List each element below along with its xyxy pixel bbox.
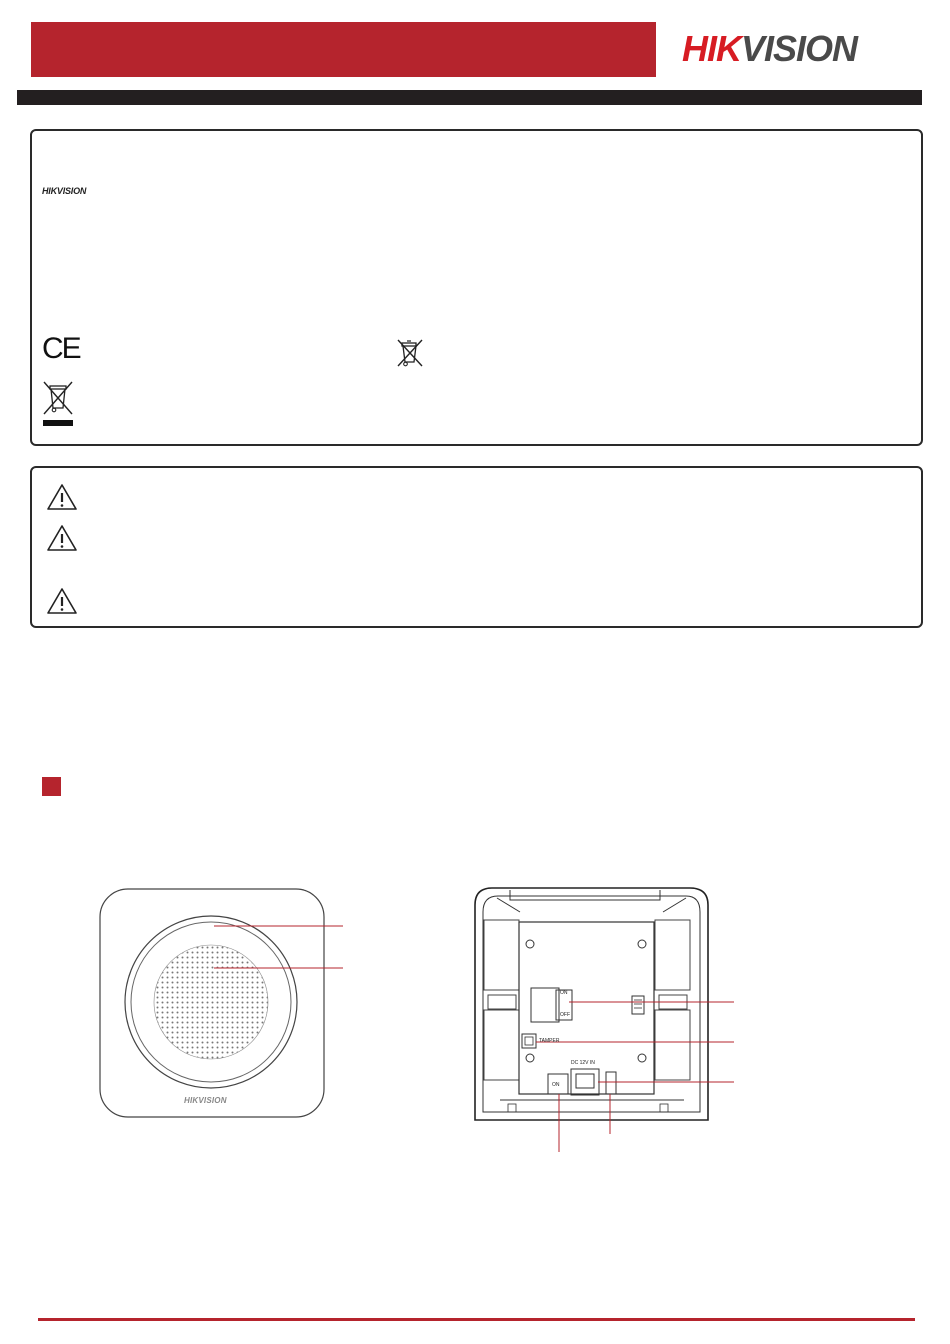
- switch-on-label: ON: [560, 990, 568, 996]
- switch-off-label: OFF: [560, 1012, 570, 1018]
- dc-in-label: DC 12V IN: [571, 1060, 595, 1066]
- tamper-label: TAMPER: [539, 1038, 560, 1044]
- brand-logo-vision: VISION: [741, 28, 858, 69]
- brand-logo-hik: HIK: [682, 28, 741, 69]
- on-jumper-label: ON: [552, 1082, 560, 1088]
- small-brand-logo: HIKVISION: [42, 186, 87, 196]
- footer-rule: [38, 1318, 915, 1321]
- front-logo: HIKVISION: [184, 1096, 227, 1105]
- ce-mark-icon: CE: [42, 332, 80, 365]
